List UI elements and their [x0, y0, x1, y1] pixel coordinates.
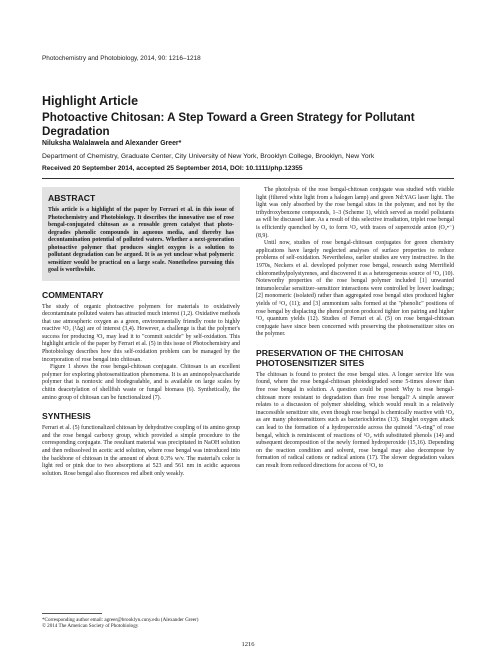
footnote-divider [42, 613, 102, 614]
header-divider [42, 178, 454, 179]
article-type-heading: Highlight Article [42, 94, 139, 108]
synthesis-section [42, 411, 240, 478]
right-paragraph-1: The photolysis of the rose bengal-chitosan conjugate was studied with visible light (filtered white light from a halogen lamp) and green Nd:YAG laser light. The light was only absorbed by the rose bengal sites in the polymer, and not by the trihydroxybenzene compounds, 1–3 (Scheme 1), which served as model pollutants as will be discussed later. As a result of this selective irradiation, triplet rose bengal is efficiently quenched by O₂ to form ¹O₂ with traces of superoxide anion (O₂•⁻) (8,9). [256, 187, 454, 239]
abstract-heading: ABSTRACT [48, 193, 96, 203]
article-title: Photoactive Chitosan: A Step Toward a Green Strategy for Pollutant Degradation [42, 111, 415, 138]
synthesis-paragraph-1: Ferrari et al. (5) functionalized chitosan by dehydrative coupling of its amino group and the rose bengal carboxy group, which provided a simple procedure to the corresponding conjugate. The resultant material was precipitated in NaOH solution and then redissolved in acetic acid solution, where rose bengal was introduced into the backbone of chitosan in the amount of about 0.3% w/v. The material's color is light red or pink due to two absorptions at 523 and 561 nm in acidic aqueous solution. Rose bengal also fluoresces red albeit only weakly. [42, 425, 240, 477]
copyright-line: © 2014 The American Society of Photobiology [42, 623, 139, 630]
preservation-section [256, 348, 454, 471]
synthesis-heading: SYNTHESIS [42, 411, 91, 422]
footnote [42, 617, 240, 630]
affiliation: Department of Chemistry, Graduate Center, City University of New York, Brooklyn College, Brooklyn, New York [42, 153, 375, 160]
right-paragraph-2: Until now, studies of rose bengal-chitosan conjugates for green chemistry applications have largely neglected analyses of surface properties to reduce problems of self-oxidation. Nevertheless, earlier studies are very instructive. In the 1970s, Neckers et al. developed polymer rose bengal, research using Merrifield chloromethylpolystyrenes, and discovered it as a heterogeneous source of ¹O₂ (10). Noteworthy properties of the rose bengal polymer included [1] unwanted intramolecular sensitizer–sensitizer interactions were controlled by lower loadings; [2] monomeric (isolated) rather than aggregated rose bengal sites produced higher yields of ¹O₂ (11); and [3] ammonium salts formed at the "phenolic" positions of rose bengal by displacing the phenol proton produced tighter ion pairing and higher ¹O₂ quantum yields (12). Studies of Ferrari et al. (5) on rose bengal-chitosan conjugate have since been concerned with preserving the photosensitizer sites on the polymer. [256, 240, 454, 338]
commentary-heading: COMMENTARY [42, 289, 104, 300]
preservation-paragraph-1: The chitosan is found to protect the rose bengal sites. A longer service life was found, where the rose bengal-chitosan photodegraded some 5-times slower than free rose bengal in solution. A question could be posed: Why is rose bengal-chitosan more resistant to degradation than free rose bengal? A simple answer relates to a discussion of polymer shielding, which would result in a relatively inaccessible sensitizer site, even though rose bengal is chemically reactive with ¹O₂ as are many photosensitizers such as bacteriochlorins (13). Singlet oxygen attack can lead to the formation of a hydroperoxide across the quinoid "A-ring" of rose bengal, which is reminiscent of reactions of ¹O₂ with substituted phenols (14) and subsequent decomposition of the newly formed hydroperoxide (15,16). Depending on the reaction condition and solvent, rose bengal may also decompose by formation of radical cations or radical anions (17). The slower degradation values can result from reduced directions for access of ¹O₂ to [256, 371, 454, 469]
commentary-paragraph-1: The study of organic photoactive polymers for materials to oxidatively decontaminate polluted waters has attracted much interest (1,2). Oxidative methods that use atmospheric oxygen as a green, environmentally friendly route to highly reactive ¹O₂ (¹Δg) are of interest (3,4). However, a challenge is that the polymer's success for producing ¹O₂ may lead it to "commit suicide" by self-oxidation. This highlight article of the paper by Ferrari et al. (5) in this issue of Photochemistry and Photobiology describes how this self-oxidation problem can be managed by the incorporation of rose bengal into chitosan. [42, 303, 240, 363]
commentary-paragraph-2: Figure 1 shows the rose bengal-chitosan conjugate. Chitosan is an excellent polymer for exploring photosensitization phenomena. It is an aminopolysaccharide polymer that is nontoxic and biodegradable, and is available on large scales by chitin deacetylation of shellfish waste or fungal biomass (6). Synthetically, the amino group of chitosan can be functionalized (7). [42, 364, 240, 401]
received-dates: Received 20 September 2014, accepted 25 September 2014, DOI: 10.1111/php.12355 [42, 165, 303, 172]
corresponding-author: *Corresponding author email: agreer@brooklyn.cuny.edu (Alexander Greer) [42, 617, 199, 623]
left-column [42, 187, 240, 478]
right-column [256, 187, 454, 471]
abstract-box [42, 187, 240, 281]
page-number: 1216 [241, 641, 255, 648]
preservation-heading: PRESERVATION OF THE CHITOSAN PHOTOSENSITIZER SITES [256, 347, 404, 368]
journal-citation: Photochemistry and Photobiology, 2014, 90: 1216–1218 [42, 55, 201, 62]
author-list: Niluksha Walalawela and Alexander Greer* [42, 140, 182, 147]
commentary-section [42, 290, 240, 403]
abstract-text: This article is a highlight of the paper by Ferrari et al. in this issue of Photochemistry and Photobiology. It describes the innovative use of rose bengal-conjugated chitosan as a reusable green catalyst that photo-degrades phenolic compounds in aqueous media, and thereby has decontamination potential of polluted waters. Whether a next-generation photoactive polymer that produces singlet oxygen is a solution to pollutant degradation can be argued. It is as yet unclear what polymeric sensitizer would be practical on a large scale. Nonetheless pursuing this goal is worthwhile. [48, 207, 234, 273]
